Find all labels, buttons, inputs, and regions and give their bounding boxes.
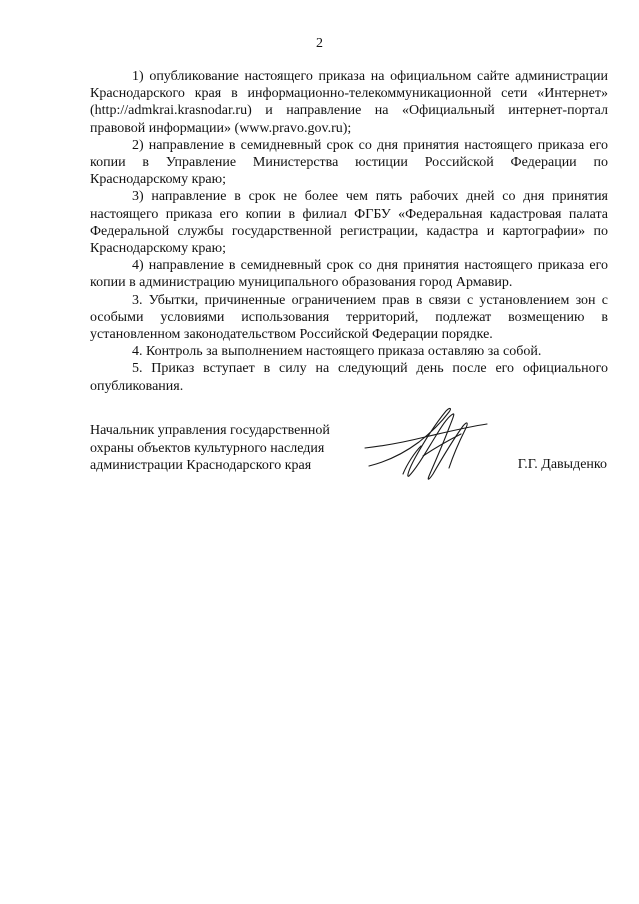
paragraph-clause-3: 3. Убытки, причиненные ограничением прав в связи с установлением зон с особыми условиями использования территорий, подлежат возмещению в установленном законодательством Российской Федерации порядке. bbox=[90, 292, 608, 343]
page-number: 2 bbox=[316, 36, 323, 51]
paragraph-clause-5: 5. Приказ вступает в силу на следующий день после его официального опубликования. bbox=[90, 361, 608, 394]
signatory-title-line: администрации Краснодарского края bbox=[90, 458, 312, 473]
handwritten-signature bbox=[363, 404, 489, 486]
paragraph-item-3: 3) направление в срок не более чем пять рабочих дней со дня принятия настоящего приказа его копии в филиал ФГБУ «Федеральная кадастровая палата Федеральной службы государственной регистрации, кадастра и картографии» по Краснодарскому краю; bbox=[90, 189, 608, 257]
paragraph-item-4: 4) направление в семидневный срок со дня принятия настоящего приказа его копии в администрацию муниципального образования город Армавир. bbox=[90, 258, 608, 291]
signatory-title-line: охраны объектов культурного наследия bbox=[90, 440, 325, 456]
paragraph-item-1: 1) опубликование настоящего приказа на официальном сайте администрации Краснодарского края в информационно-телекоммуникационной сети «Интернет» (http://admkrai.krasnodar.ru) и направление на «Официальный интернет-портал правовой информации» (www.pravo.gov.ru); bbox=[90, 69, 608, 136]
signatory-name: Г.Г. Давыденко bbox=[517, 457, 607, 472]
paragraph-item-2: 2) направление в семидневный срок со дня принятия настоящего приказа его копии в Управление Министерства юстиции Российской Федерации по Краснодарскому краю; bbox=[90, 137, 608, 188]
paragraph-clause-4: 4. Контроль за выполнением настоящего приказа оставляю за собой. bbox=[132, 344, 542, 360]
signatory-title-line: Начальник управления государственной bbox=[90, 423, 330, 438]
signatory-title bbox=[90, 422, 330, 475]
document-body bbox=[90, 68, 608, 395]
